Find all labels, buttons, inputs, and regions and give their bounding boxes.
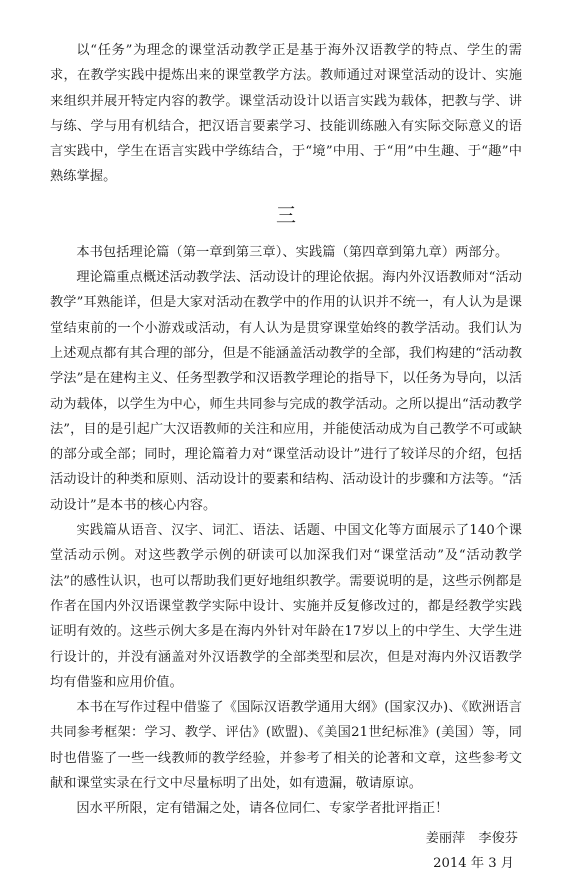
paragraph-theory-part: 理论篇重点概述活动教学法、活动设计的理论依据。海内外汉语教师对“活动教学”耳熟能详，但是大家对活动在教学中的作用的认识并不统一，有人认为是课堂结束前的一个小游戏或活动，有人认为是贯穿课堂始终的教学活动。我们认为上述观点都有其合理的部分，但是不能涵盖活动教学的全部，我们构建的“活动教学法”是在建构主义、任务型教学和汉语教学理论的指导下，以任务为导向，以活动为载体，以学生为中心，师生共同参与完成的教学活动。之所以提出“活动教学法”，目的是引起广大汉语教师的关注和应用，并能使活动成为自己教学不可或缺的部分或全部；同时，理论篇着力对“课堂活动设计”进行了较详尽的介绍，包括活动设计的种类和原则、活动设计的要素和结构、活动设计的步骤和方法等。“活动设计”是本书的核心内容。 <box>50 270 522 513</box>
paragraph-task-based-teaching: 以“任务”为理念的课堂活动教学正是基于海外汉语教学的特点、学生的需求，在教学实践中提炼出来的课堂教学方法。教师通过对课堂活动的设计、实施来组织并展开特定内容的教学。课堂活动设计以语言实践为载体，把教与学、讲与练、学与用有机结合，把汉语言要素学习、技能训练融入有实际交际意义的语言实践中，学生在语言实践中学练结合，于“境”中用、于“用”中生趣、于“趣”中熟练掌握。 <box>50 43 522 185</box>
author-signature: 姜丽萍 李俊芬 <box>425 830 518 846</box>
paragraph-references: 本书在写作过程中借鉴了《国际汉语教学通用大纲》(国家汉办)、《欧洲语言共同参考框架：学习、教学、评估》(欧盟)、《美国21世纪标准》(美国）等，同时也借鉴了一些一线教师的教学经验，并参考了相关的论著和文章，这些参考文献和课堂实录在行文中尽量标明了出处，如有遗漏，敬请原谅。 <box>50 700 522 792</box>
preface-page <box>50 38 522 876</box>
signature-date: 2014 年 3 月 <box>433 855 514 871</box>
paragraph-closing: 因水平所限，定有错漏之处，请各位同仁、专家学者批评指正！ <box>76 801 449 817</box>
section-heading-three: 三 <box>276 202 296 227</box>
paragraph-practice-part: 实践篇从语音、汉字、词汇、语法、话题、中国文化等方面展示了140个课堂活动示例。对这些教学示例的研读可以加深我们对“课堂活动”及“活动教学法”的感性认识，也可以帮助我们更好地组织教学。需要说明的是，这些示例都是作者在国内外汉语课堂教学实际中设计、实施并反复修改过的，都是经教学实践证明有效的。这些示例大多是在海内外针对年龄在17岁以上的中学生、大学生进行设计的，并没有涵盖对外汉语教学的全部类型和层次，但是对海内外汉语教学均有借鉴和应用价值。 <box>50 523 522 690</box>
paragraph-book-structure: 本书包括理论篇（第一章到第三章）、实践篇（第四章到第九章）两部分。 <box>76 244 509 260</box>
